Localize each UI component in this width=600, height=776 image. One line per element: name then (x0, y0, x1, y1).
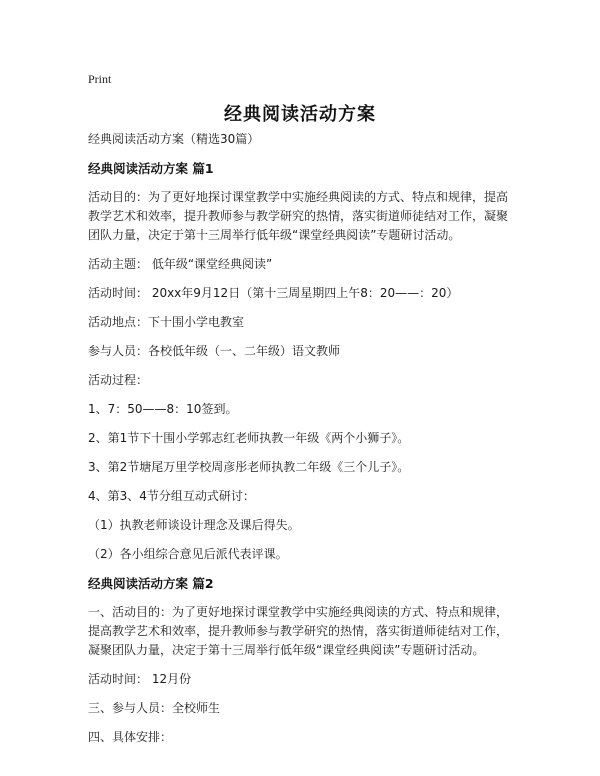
section2-purpose: 一、活动目的：为了更好地探讨课堂教学中实施经典阅读的方式、特点和规律，提高教学艺术和效率，提升教师参与教学研究的热情，落实街道师徒结对工作，凝聚团队力量，决定于第十三周举行低年级“课堂经典阅读”专题研讨活动。 (88, 605, 509, 657)
section2-participants: 三、参与人员：全校师生 (88, 701, 221, 715)
list-item: 1、7：50——8：10签到。 (88, 402, 238, 416)
section-heading-1: 经典阅读活动方案 篇1 (88, 161, 214, 176)
section1-participants: 参与人员：各校低年级（一、二年级）语文教师 (88, 344, 341, 358)
list-item: 4、第3、4节分组互动式研讨： (88, 489, 255, 503)
section-heading-2: 经典阅读活动方案 篇2 (88, 576, 214, 591)
page-title: 经典阅读活动方案 (224, 104, 376, 125)
list-item: 2、第1节下十围小学郭志红老师执教一年级《两个小狮子》。 (88, 431, 410, 445)
section1-location: 活动地点：下十围小学电教室 (88, 315, 245, 329)
print-label[interactable]: Print (88, 72, 112, 86)
section1-time: 活动时间： 20xx年9月12日（第十三周星期四上午8：20——：20） (88, 286, 459, 300)
section2-time: 活动时间： 12月份 (88, 672, 192, 686)
document-subtitle: 经典阅读活动方案（精选30篇） (88, 132, 260, 146)
list-item: （1）执教老师谈设计理念及课后得失。 (88, 518, 300, 532)
section2-arrangement: 四、具体安排： (88, 730, 173, 744)
document-body (88, 130, 518, 757)
section1-process-label: 活动过程： (88, 373, 149, 387)
section1-purpose: 活动目的：为了更好地探讨课堂教学中实施经典阅读的方式、特点和规律，提高教学艺术和效率，提升教师参与教学研究的热情，落实街道师徒结对工作，凝聚团队力量，决定于第十三周举行低年级“课堂经典阅读”专题研讨活动。 (88, 190, 509, 242)
list-item: （2）各小组综合意见后派代表评课。 (88, 547, 288, 561)
section1-theme: 活动主题： 低年级“课堂经典阅读” (88, 257, 273, 271)
list-item: 3、第2节塘尾万里学校周彦彤老师执教二年级《三个儿子》。 (88, 460, 410, 474)
